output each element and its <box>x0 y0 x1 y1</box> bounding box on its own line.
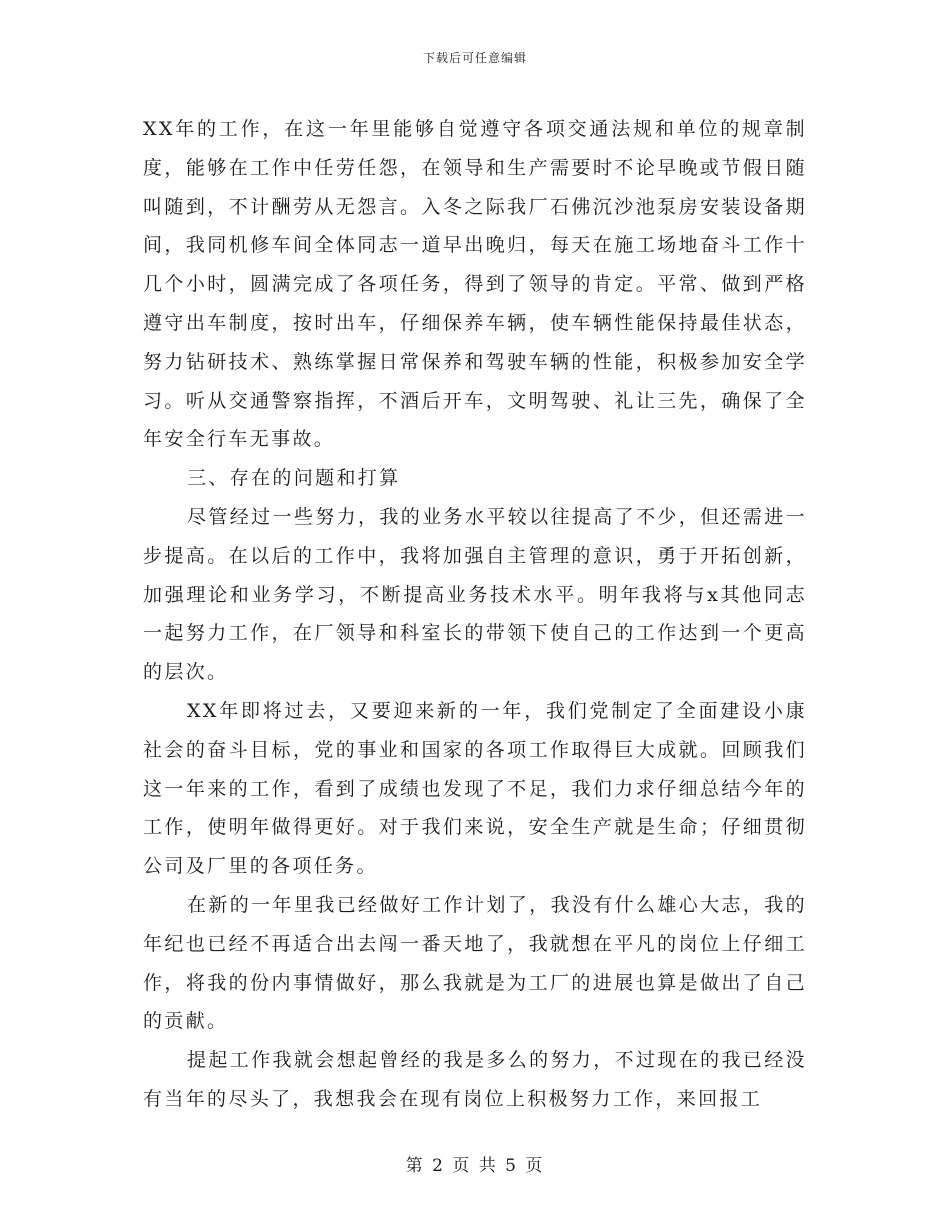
paragraph-work-summary: XX年的工作，在这一年里能够自觉遵守各项交通法规和单位的规章制度，能够在工作中任劳任怨，在领导和生产需要时不论早晚或节假日随叫随到，不计酬劳从无怨言。入冬之际我厂石佛沉沙池泵房安装设备期间，我同机修车间全体同志一道早出晚归，每天在施工场地奋斗工作十几个小时，圆满完成了各项任务，得到了领导的肯定。平常、做到严格遵守出车制度，按时出车，仔细保养车辆，使车辆性能保持最佳状态，努力钻研技术、熟练掌握日常保养和驾驶车辆的性能，积极参加安全学习。听从交通警察指挥，不酒后开车，文明驾驶、礼让三先，确保了全年安全行车无事故。 <box>143 118 807 451</box>
document-body <box>143 110 807 1119</box>
page-header: 下载后可任意编辑 <box>422 51 527 65</box>
paragraph-improvement: 尽管经过一些努力，我的业务水平较以往提高了不少，但还需进一步提高。在以后的工作中，我将加强自主管理的意识，勇于开拓创新，加强理论和业务学习，不断提高业务技术水平。明年我将与x其他同志一起努力工作，在厂领导和科室长的带领下使自己的工作达到一个更高的层次。 <box>143 505 807 684</box>
paragraph-reflection: 提起工作我就会想起曾经的我是多么的努力，不过现在的我已经没有当年的尽头了，我想我会在现有岗位上积极努力工作，来回报工 <box>143 1049 807 1110</box>
page-number-footer: 第 2 页 共 5 页 <box>405 1156 545 1176</box>
paragraph-year-review: XX年即将过去，又要迎来新的一年，我们党制定了全面建设小康社会的奋斗目标，党的事业和国家的各项工作取得巨大成就。回顾我们这一年来的工作，看到了成绩也发现了不足，我们力求仔细总结今年的工作，使明年做得更好。对于我们来说，安全生产就是生命；仔细贯彻公司及厂里的各项任务。 <box>143 699 807 878</box>
section-heading-problems-plans: 三、存在的问题和打算 <box>187 467 401 490</box>
paragraph-new-year-plan: 在新的一年里我已经做好工作计划了，我没有什么雄心大志，我的年纪也已经不再适合出去闯一番天地了，我就想在平凡的岗位上仔细工作，将我的份内事情做好，那么我就是为工厂的进展也算是做出了自己的贡献。 <box>143 893 807 1033</box>
